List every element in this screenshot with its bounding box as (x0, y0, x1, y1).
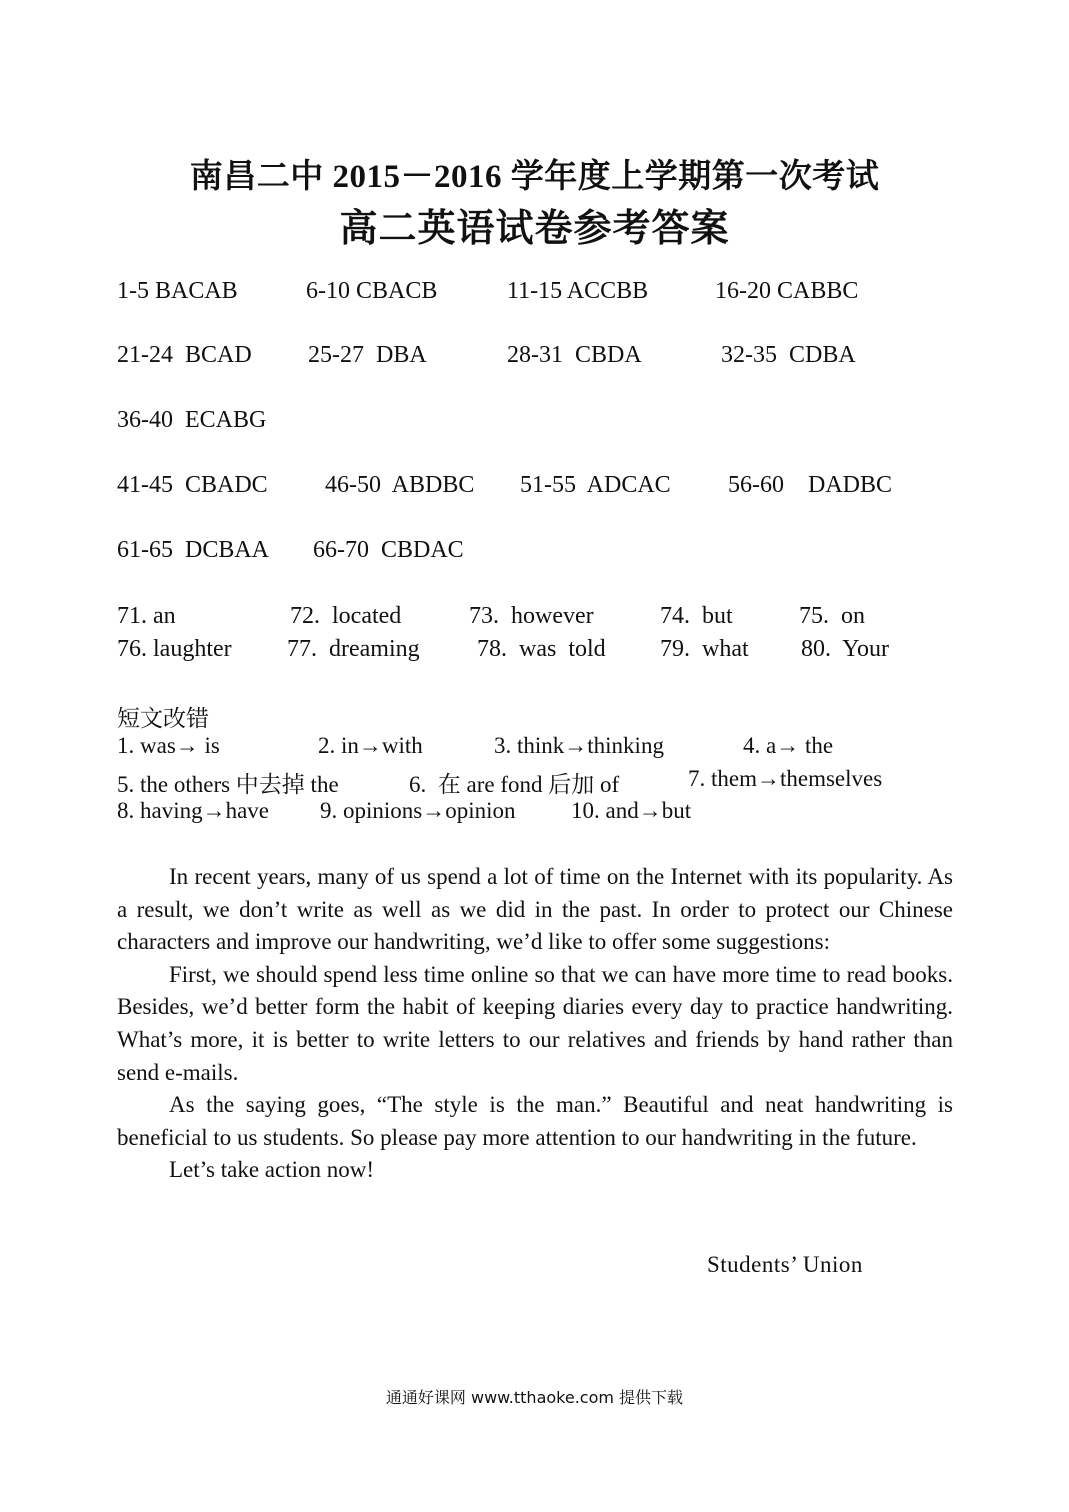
fill-answer: 71. an (117, 603, 176, 629)
answer-group: 21-24 BCAD (117, 342, 252, 368)
fill-answer: 72. located (290, 603, 402, 629)
correction-row (0, 733, 1069, 763)
fill-answer: 78. was told (477, 636, 606, 662)
answer-group: 11-15 ACCBB (507, 278, 649, 304)
fill-answer: 79. what (660, 636, 749, 662)
choice-row (0, 407, 1069, 437)
correction-item: 3. think→thinking (494, 733, 664, 758)
essay-paragraph: As the saying goes, “The style is the man.” Beautiful and neat handwriting is beneficial to us students. So please pay more attention to our handwriting in the future. (117, 1092, 953, 1150)
footer-source: 通通好课网 www.tthaoke.com 提供下载 (385, 1388, 684, 1407)
fill-answer: 73. however (469, 603, 594, 629)
answer-group: 16-20 CABBC (715, 278, 859, 304)
answer-group: 6-10 CBACB (306, 278, 438, 304)
answer-group: 46-50 ABDBC (325, 472, 475, 498)
fill-answer: 80. Your (801, 636, 890, 662)
answer-group: 41-45 CBADC (117, 472, 268, 498)
correction-row (0, 766, 1069, 796)
answer-group: 32-35 CDBA (721, 342, 856, 368)
answer-group: 51-55 ADCAC (520, 472, 671, 498)
fill-answer: 74. but (660, 603, 733, 629)
fill-answer: 75. on (799, 603, 865, 629)
correction-item: 8. having→have (117, 798, 270, 823)
correction-item: 1. was→ is (117, 733, 220, 758)
choice-row (0, 472, 1069, 502)
correction-item: 6. 在 are fond 后加 of (409, 772, 620, 797)
answer-group: 61-65 DCBAA (117, 537, 270, 563)
answer-group: 56-60 DADBC (728, 472, 893, 498)
answer-group: 28-31 CBDA (507, 342, 642, 368)
answer-group: 36-40 ECABG (117, 407, 267, 433)
choice-row (0, 278, 1069, 308)
essay-paragraph: In recent years, many of us spend a lot of time on the Internet with its popularity. As a result, we don’t write as well as we did in the past. In order to protect our Chinese characters and improve our handwriting, we’d like to offer some suggestions: (117, 864, 953, 955)
correction-item: 9. opinions→opinion (320, 798, 516, 823)
fill-row (0, 636, 1069, 666)
correction-item: 10. and→but (571, 798, 692, 823)
answer-group: 66-70 CBDAC (313, 537, 464, 563)
essay-paragraph: First, we should spend less time online so that we can have more time to read books. Besides, we’d better form the habit of keeping diaries every day to practice handwriting. What’s more, it is better to write letters to our relatives and friends by hand rather than send e-mails. (117, 961, 953, 1085)
answer-group: 1-5 BACAB (117, 278, 238, 304)
fill-answer: 77. dreaming (287, 636, 420, 662)
answer-key-title: 高二英语试卷参考答案 (339, 208, 730, 250)
correction-item: 7. them→themselves (688, 766, 883, 791)
essay-paragraph: Let’s take action now! (169, 1157, 375, 1183)
choice-row (0, 537, 1069, 567)
correction-item: 5. the others 中去掉 the (117, 772, 339, 797)
answer-group: 25-27 DBA (308, 342, 427, 368)
fill-row (0, 603, 1069, 633)
correction-item: 4. a→ the (743, 733, 834, 758)
signature: Students’ Union (707, 1252, 863, 1277)
correction-heading: 短文改错 (117, 706, 209, 731)
choice-row (0, 342, 1069, 372)
correction-row (0, 798, 1069, 828)
fill-answer: 76. laughter (117, 636, 232, 662)
correction-item: 2. in→with (318, 733, 423, 758)
essay (117, 861, 953, 1187)
exam-title: 南昌二中 2015－2016 学年度上学期第一次考试 (189, 159, 880, 195)
